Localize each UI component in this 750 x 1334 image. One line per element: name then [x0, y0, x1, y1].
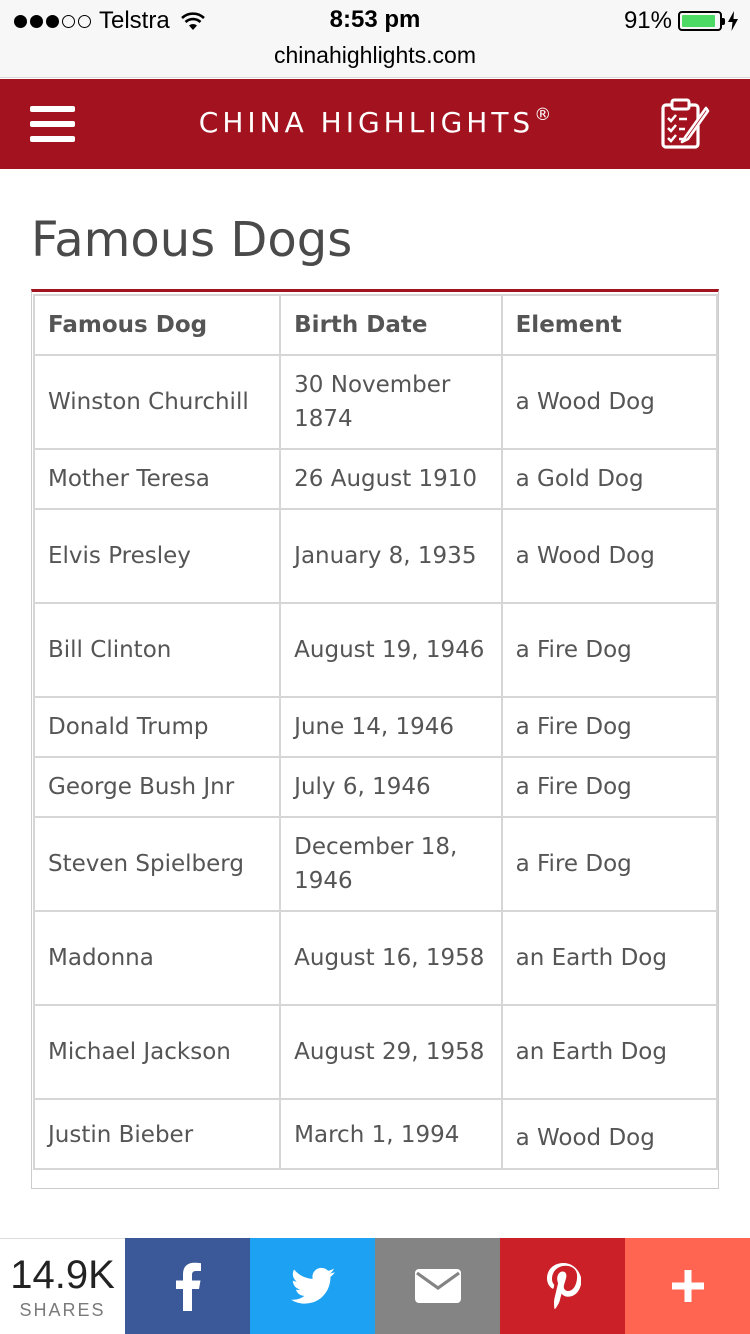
- share-count: [0, 1238, 125, 1334]
- column-header-birth-date: Birth Date: [280, 295, 501, 355]
- dog-name-cell: Elvis Presley: [34, 509, 280, 603]
- table-row: [34, 1005, 717, 1099]
- share-count-number: 14.9K: [10, 1253, 115, 1297]
- pinterest-share-button[interactable]: [500, 1238, 625, 1334]
- carrier-name: Telstra: [99, 7, 170, 34]
- element-cell: an Earth Dog: [502, 911, 717, 1005]
- twitter-icon: [291, 1267, 335, 1305]
- status-time: 8:53 pm: [329, 6, 421, 33]
- birth-date-cell: 30 November 1874: [280, 355, 501, 449]
- table-row: [34, 1099, 717, 1169]
- dog-name-cell: Madonna: [34, 911, 280, 1005]
- element-cell: a Wood Dog: [502, 1099, 717, 1169]
- table-row: [34, 757, 717, 817]
- birth-date-cell: 26 August 1910: [280, 449, 501, 509]
- site-header: [0, 79, 750, 169]
- dog-name-cell: Bill Clinton: [34, 603, 280, 697]
- birth-date-cell: June 14, 1946: [280, 697, 501, 757]
- column-header-element: Element: [502, 295, 717, 355]
- pinterest-icon: [545, 1261, 581, 1311]
- dog-name-cell: Mother Teresa: [34, 449, 280, 509]
- birth-date-cell: July 6, 1946: [280, 757, 501, 817]
- email-icon: [415, 1269, 461, 1303]
- element-cell: an Earth Dog: [502, 1005, 717, 1099]
- more-share-button[interactable]: [625, 1238, 750, 1334]
- dog-name-cell: Steven Spielberg: [34, 817, 280, 911]
- dog-name-cell: Winston Churchill: [34, 355, 280, 449]
- site-logo[interactable]: [0, 105, 750, 139]
- page-title: Famous Dogs: [31, 212, 353, 268]
- table-row: [34, 603, 717, 697]
- table-header-row: [34, 295, 717, 355]
- table-row: [34, 449, 717, 509]
- birth-date-cell: August 29, 1958: [280, 1005, 501, 1099]
- table-row: [34, 355, 717, 449]
- birth-date-cell: August 19, 1946: [280, 603, 501, 697]
- birth-date-cell: January 8, 1935: [280, 509, 501, 603]
- column-header-famous-dog: Famous Dog: [34, 295, 280, 355]
- birth-date-cell: August 16, 1958: [280, 911, 501, 1005]
- social-share-bar: [0, 1238, 750, 1334]
- element-cell: a Fire Dog: [502, 817, 717, 911]
- table-row: [34, 697, 717, 757]
- birth-date-cell: March 1, 1994: [280, 1099, 501, 1169]
- battery-percentage: 91%: [623, 7, 672, 34]
- element-cell: a Gold Dog: [502, 449, 717, 509]
- address-bar[interactable]: chinahighlights.com: [0, 40, 750, 78]
- facebook-share-button[interactable]: [125, 1238, 250, 1334]
- facebook-icon: [173, 1261, 203, 1311]
- plus-icon: [672, 1270, 704, 1302]
- dog-name-cell: Justin Bieber: [34, 1099, 280, 1169]
- element-cell: a Wood Dog: [502, 509, 717, 603]
- twitter-share-button[interactable]: [250, 1238, 375, 1334]
- element-cell: a Fire Dog: [502, 603, 717, 697]
- dog-name-cell: Michael Jackson: [34, 1005, 280, 1099]
- element-cell: a Fire Dog: [502, 757, 717, 817]
- charging-bolt-icon: [728, 11, 738, 31]
- status-bar: [0, 0, 750, 40]
- registered-mark: ®: [534, 105, 552, 125]
- famous-dogs-table-container: [31, 289, 719, 1189]
- table-row: [34, 911, 717, 1005]
- brand-name: CHINA HIGHLIGHTS: [198, 106, 535, 139]
- famous-dogs-table: [33, 294, 718, 1170]
- table-row: [34, 817, 717, 911]
- dog-name-cell: Donald Trump: [34, 697, 280, 757]
- element-cell: a Fire Dog: [502, 697, 717, 757]
- email-share-button[interactable]: [375, 1238, 500, 1334]
- table-row: [34, 509, 717, 603]
- dog-name-cell: George Bush Jnr: [34, 757, 280, 817]
- battery-icon: [678, 11, 722, 31]
- clipboard-checklist-icon[interactable]: [660, 98, 710, 150]
- share-count-label: SHARES: [19, 1300, 106, 1320]
- birth-date-cell: December 18, 1946: [280, 817, 501, 911]
- element-cell: a Wood Dog: [502, 355, 717, 449]
